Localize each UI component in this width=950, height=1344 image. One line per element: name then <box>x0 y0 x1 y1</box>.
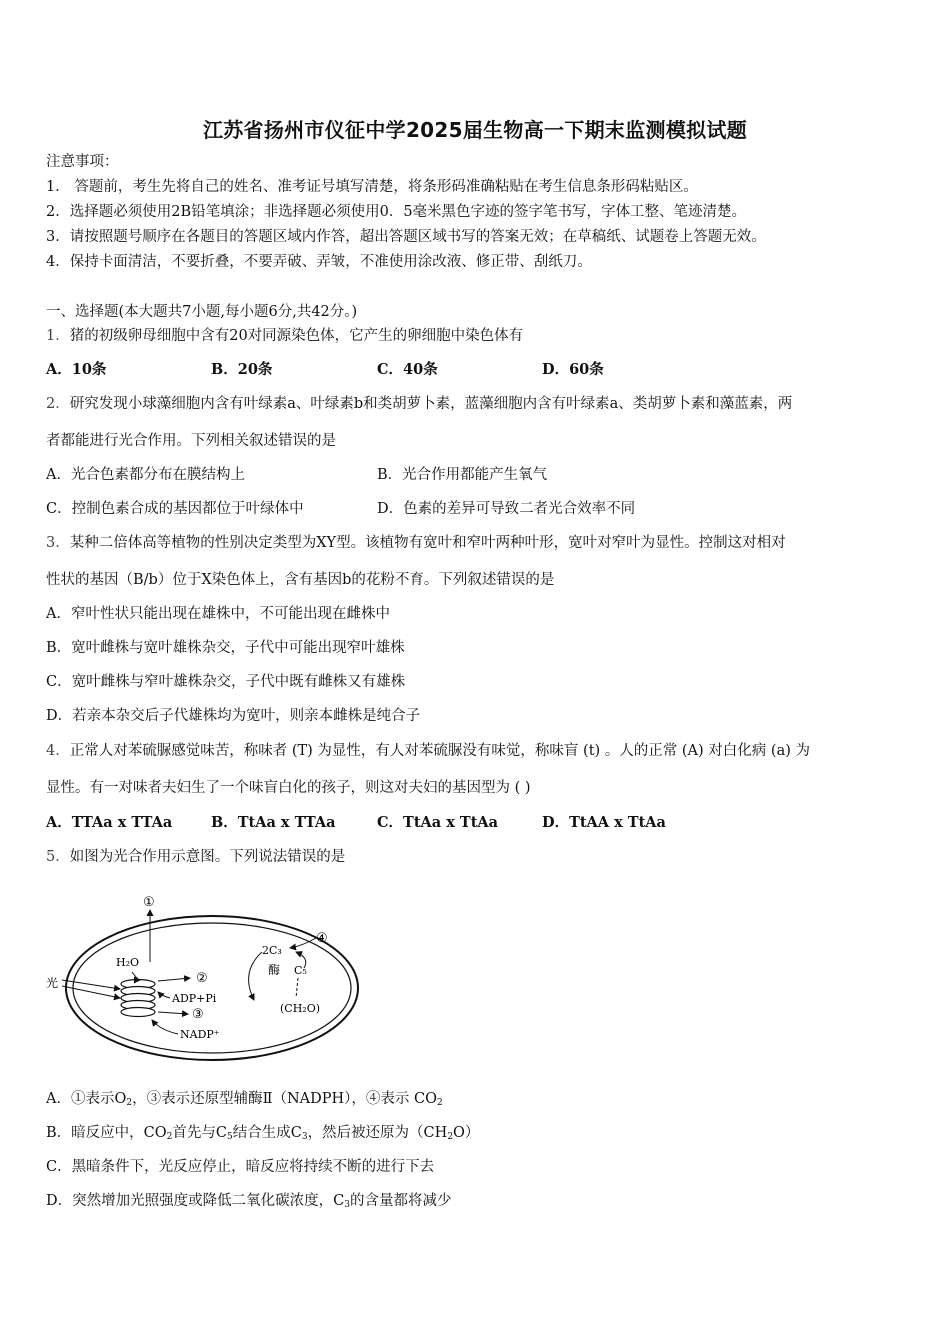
q2-option-c: C．控制色素合成的基因都位于叶绿体中 <box>46 501 304 517</box>
q5-option-c: C．黑暗条件下，光反应停止，暗反应将持续不断的进行下去 <box>46 1159 435 1175</box>
question-1-stem <box>46 326 523 346</box>
page-title: 江苏省扬州市仪征中学2025届生物高一下期末监测模拟试题 <box>202 118 748 142</box>
water-label: H₂O <box>116 956 140 969</box>
thylakoid-stack <box>121 980 155 1017</box>
q4-option-d: D．TtAA x TtAa <box>542 814 666 831</box>
notice-item-3: 3．请按照题号顺序在各题目的答题区域内作答，超出答题区域书写的答案无效；在草稿纸、试题卷上答题无效。 <box>46 229 766 245</box>
question-number: 4． <box>46 743 70 759</box>
question-text: 研究发现小球藻细胞内含有叶绿素a、叶绿素b和类胡萝卜素，蓝藻细胞内含有叶绿素a、类胡萝卜素和藻蓝素，两 <box>69 396 793 412</box>
question-text: 某种二倍体高等植物的性别决定类型为XY型。该植物有宽叶和窄叶两种叶形，宽叶对窄叶为显性。控制这对相对 <box>69 535 786 551</box>
notice-item-4: 4．保持卡面清洁，不要折叠，不要弄破、弄皱，不准使用涂改液、修正带、刮纸刀。 <box>46 254 592 270</box>
question-number: 1． <box>46 328 70 344</box>
q1-option-a: A．10条 <box>46 361 107 378</box>
q2-option-b: B．光合作用都能产生氧气 <box>377 467 548 483</box>
q2-option-d: D．色素的差异可导致二者光合效率不同 <box>377 501 636 517</box>
enzyme-label: 酶 <box>268 963 281 977</box>
q1-option-d: D．60条 <box>542 361 604 378</box>
marker-4: ④ <box>316 931 328 946</box>
notice-item-1: 1． 答题前，考生先将自己的姓名、准考证号填写清楚，将条形码准确粘贴在考生信息条形码粘贴区。 <box>46 179 698 195</box>
q1-option-c: C．40条 <box>377 361 438 378</box>
question-text: 如图为光合作用示意图。下列说法错误的是 <box>69 849 346 865</box>
question-number: 3． <box>46 535 70 551</box>
atp-arrow <box>158 978 190 981</box>
q2-option-a: A．光合色素都分布在膜结构上 <box>46 467 245 483</box>
nadph-arrow <box>158 1012 188 1014</box>
notice-header: 注意事项： <box>46 154 119 170</box>
notice-item-2: 2．选择题必须使用2B铅笔填涂；非选择题必须使用0．5毫米黑色字迹的签字笔书写，字体工整、笔迹清楚。 <box>46 204 747 220</box>
question-2-stem-line1 <box>46 394 792 414</box>
c5-dashed-link <box>296 978 298 998</box>
q3-option-c: C．宽叶雌株与窄叶雄株杂交，子代中既有雌株又有雄株 <box>46 674 406 690</box>
water-arrow <box>132 972 140 980</box>
ch2o-label: (CH₂O) <box>280 1002 321 1015</box>
adp-arrow <box>158 992 170 998</box>
marker-3: ③ <box>192 1007 204 1022</box>
nadp-label: NADP⁺ <box>180 1028 220 1041</box>
q5-option-a: A．①表示$O_2$，③表示还原型辅酶Ⅱ（NADPH），④表示 $CO_2$ <box>46 1091 443 1108</box>
q3-option-d: D．若亲本杂交后子代雄株均为宽叶，则亲本雌株是纯合子 <box>46 708 421 724</box>
section-heading: 一、选择题(本大题共7小题,每小题6分,共42分。) <box>46 304 358 320</box>
question-3-stem-line2: 性状的基因（B/b）位于X染色体上，含有基因b的花粉不育。下列叙述错误的是 <box>46 572 555 588</box>
c5-label: C₅ <box>294 964 307 977</box>
question-5-stem <box>46 847 345 867</box>
marker-2: ② <box>196 971 208 986</box>
c3-label: 2C₃ <box>262 944 282 957</box>
q3-option-b: B．宽叶雌株与宽叶雄株杂交，子代中可能出现窄叶雄株 <box>46 640 405 656</box>
adp-label: ADP+Pi <box>172 992 217 1005</box>
photosynthesis-diagram <box>40 888 360 1064</box>
q3-option-a: A．窄叶性状只能出现在雄株中，不可能出现在雌株中 <box>46 606 390 622</box>
question-4-stem-line1 <box>46 741 810 761</box>
nadp-arrow <box>152 1020 178 1034</box>
q1-option-b: B．20条 <box>211 361 273 378</box>
marker-1: ① <box>143 895 155 910</box>
c3-reduction-arrow <box>249 952 262 1000</box>
question-text: 猪的初级卵母细胞中含有20对同源染色体，它产生的卵细胞中染色体有 <box>69 328 524 344</box>
question-text: 正常人对苯硫脲感觉味苦，称味者 (T) 为显性，有人对苯硫脲没有味觉，称味盲 (t) 。人的正常 (A) 对白化病 (a) 为 <box>69 743 810 759</box>
q4-option-a: A．TTAa x TTAa <box>46 814 173 831</box>
question-number: 5． <box>46 849 70 865</box>
q4-option-b: B．TtAa x TTAa <box>211 814 336 831</box>
question-4-stem-line2: 显性。有一对味者夫妇生了一个味盲白化的孩子，则这对夫妇的基因型为 ( ) <box>46 780 531 796</box>
question-2-stem-line2: 者都能进行光合作用。下列相关叙述错误的是 <box>46 433 336 449</box>
question-3-stem-line1 <box>46 533 786 553</box>
q5-option-d: D．突然增加光照强度或降低二氧化碳浓度，$C_3$的含量都将减少 <box>46 1193 452 1210</box>
light-label: 光 <box>46 976 59 990</box>
question-number: 2． <box>46 396 70 412</box>
q4-option-c: C．TtAa x TtAa <box>377 814 499 831</box>
q5-option-b: B．暗反应中，$CO_2$首先与$C_5$结合生成$C_3$，然后被还原为$(CH_2O)$ <box>46 1125 480 1142</box>
